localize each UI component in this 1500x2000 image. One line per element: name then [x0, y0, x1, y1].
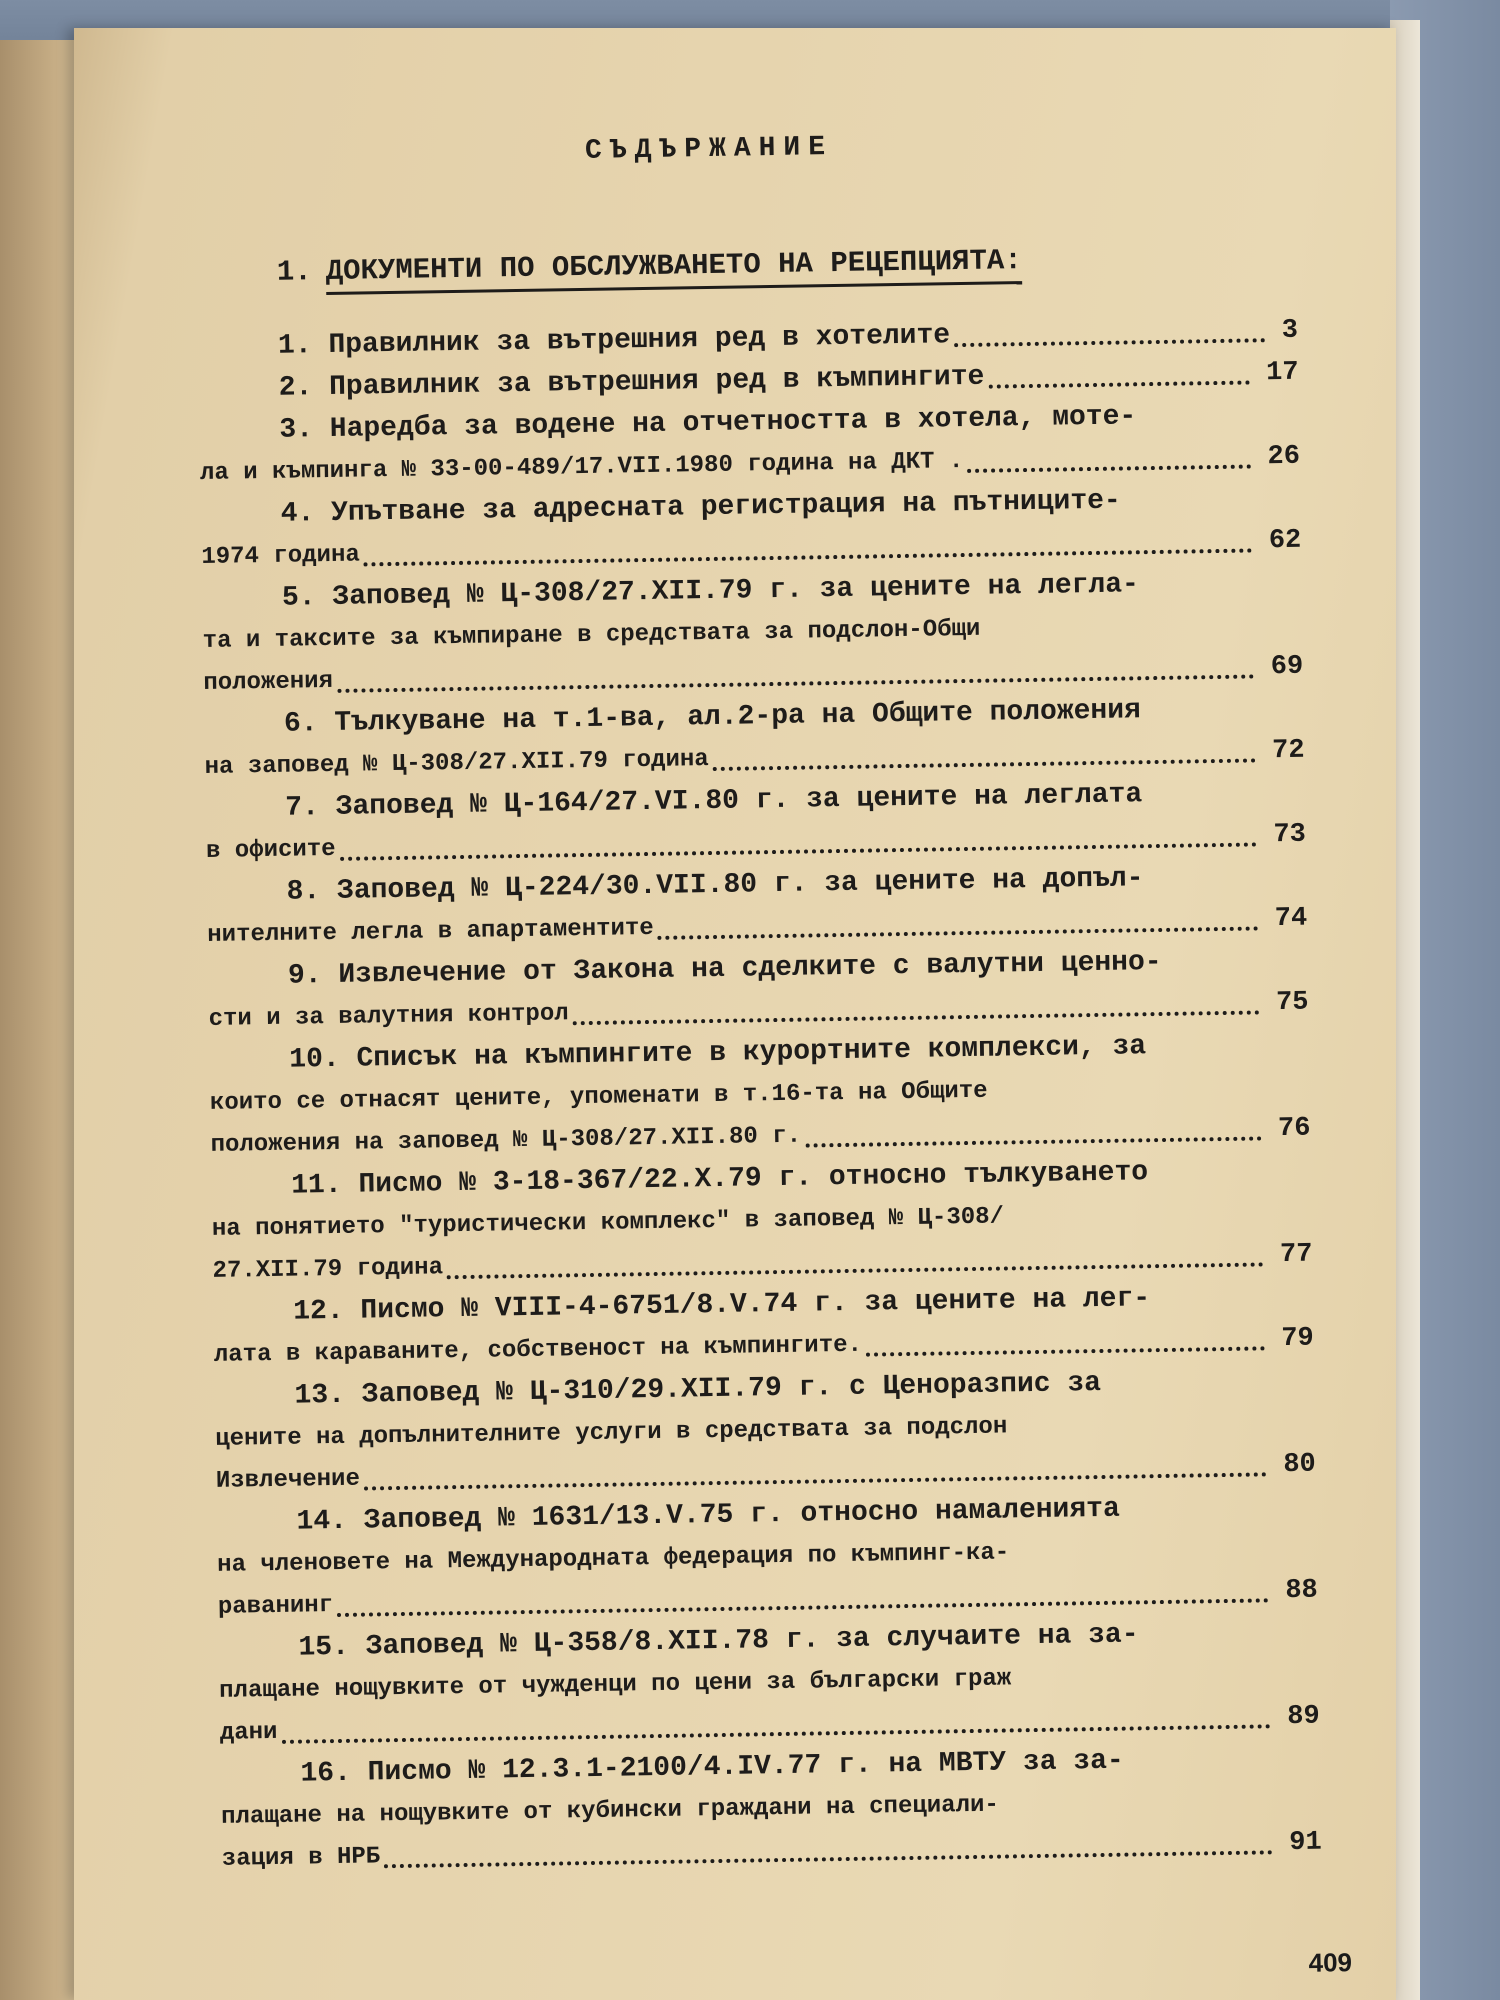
- toc-page-number: 76: [1277, 1113, 1311, 1145]
- dot-leader: [573, 996, 1260, 1025]
- toc-entry: [218, 1611, 1350, 1755]
- toc-page-number: 91: [1289, 1827, 1322, 1859]
- book-page: [74, 28, 1396, 2000]
- toc-entry: [214, 1359, 1346, 1503]
- toc-entry-text: та и таксите за къмпиране в средствата за подслон-Общи: [202, 615, 981, 655]
- toc-entry-text: положения на заповед № Ц-308/27.XII.80 г.: [210, 1122, 802, 1159]
- dot-leader: [967, 451, 1251, 473]
- toc-entry-text: 10. Списък на къмпингите в курортните комплекси, за: [289, 1031, 1147, 1076]
- toc-entry-text: 3. Наредба за водене на отчетността в хотела, моте-: [279, 401, 1137, 446]
- toc-page-number: 17: [1265, 357, 1299, 389]
- dot-leader: [988, 367, 1249, 389]
- toc-page-number: 74: [1274, 903, 1308, 935]
- toc-entry-text: плащане нощувките от чужденци по цени за български граж: [218, 1665, 1012, 1705]
- toc-page-number: 26: [1267, 441, 1301, 473]
- toc-entry-text: 12. Писмо № VIII-4-6751/8.V.74 г. за цените на лег-: [293, 1283, 1151, 1328]
- toc-entry-text: 1. Правилник за вътрешния ред в хотелите: [277, 320, 951, 362]
- toc-entry-text: които се отнасят цените, упоменати в т.16-та на Общите: [209, 1077, 988, 1117]
- toc-entry-text: на заповед № Ц-308/27.XII.79 година: [204, 746, 709, 781]
- toc-page-number: 75: [1275, 987, 1309, 1019]
- toc-entry-text: 8. Заповед № Ц-224/30.VII.80 г. за цените на допъл-: [286, 863, 1144, 908]
- toc-page-number: 88: [1285, 1575, 1318, 1607]
- toc-entry: [202, 561, 1334, 705]
- toc-entry-text: 2. Правилник за вътрешния ред в къмпингите: [278, 361, 985, 404]
- dot-leader: [713, 744, 1256, 771]
- toc-entry-text: зация в НРБ: [221, 1843, 381, 1873]
- toc-list: [198, 309, 1352, 1881]
- dot-leader: [340, 828, 1257, 860]
- toc-entry-text: положения: [203, 667, 334, 697]
- dot-leader: [337, 1584, 1268, 1617]
- toc-entry-text: 11. Писмо № 3-18-367/22.X.79 г. относно тълкуването: [291, 1157, 1149, 1202]
- dot-leader: [364, 534, 1252, 566]
- toc-entry-text: раванинг: [217, 1592, 334, 1621]
- toc-entry-text: 5. Заповед № Ц-308/27.XII.79 г. за цените на легла-: [281, 569, 1140, 614]
- dot-leader: [954, 324, 1265, 347]
- toc-page-number: 89: [1287, 1701, 1320, 1733]
- toc-entry: [209, 1023, 1341, 1167]
- toc-entry-text: 16. Писмо № 12.3.1-2100/4.IV.77 г. на МВТУ за за-: [300, 1745, 1124, 1790]
- toc-entry-text: 13. Заповед № Ц-310/29.XII.79 г. с Ценоразпис за: [294, 1367, 1102, 1412]
- toc-entry-text: ла и къмпинга № 33-00-489/17.VII.1980 година на ДКТ .: [199, 448, 964, 488]
- toc-entry-text: 6. Тълкуване на т.1-ва, ал.2-ра на Общите положения: [283, 695, 1142, 740]
- section-number: 1.: [276, 255, 312, 289]
- toc-page-number: 69: [1270, 651, 1304, 683]
- toc-entry-text: в офисите: [205, 835, 336, 865]
- toc-entry-text: плащане на нощувките от кубински граждани на специали-: [220, 1791, 1000, 1831]
- toc-page-number: 73: [1273, 819, 1307, 851]
- toc-page-number: 77: [1279, 1239, 1313, 1271]
- dot-leader: [447, 1248, 1263, 1279]
- toc-page-number: 62: [1268, 525, 1302, 557]
- dot-leader: [337, 660, 1254, 692]
- dot-leader: [281, 1710, 1270, 1744]
- dot-leader: [866, 1332, 1265, 1356]
- toc-entry-text: нителните легла в апартаментите: [207, 914, 654, 949]
- section-heading: [277, 244, 1022, 296]
- toc-page-number: 80: [1283, 1449, 1317, 1481]
- page-title: СЪДЪРЖАНИЕ: [584, 132, 834, 167]
- toc-entry-text: дани: [219, 1718, 278, 1747]
- toc-entry-text: Извлечение: [215, 1465, 361, 1495]
- page-content: [134, 69, 1353, 1978]
- toc-entry-text: лата в караваните, собственост на къмпингите.: [213, 1331, 863, 1369]
- toc-entry-text: цените на допълнителните услуги в средствата за подслон: [215, 1413, 1008, 1453]
- toc-page-number: 79: [1281, 1323, 1315, 1355]
- toc-entry-text: 4. Упътване за адресната регистрация на пътниците-: [280, 485, 1121, 530]
- page-number: 409: [1308, 1947, 1353, 1978]
- toc-entry-text: на членовете на Международната федерация по къмпинг-ка-: [217, 1539, 1010, 1579]
- toc-page-number: 3: [1281, 315, 1299, 346]
- page-stack-edge: [0, 40, 80, 2000]
- section-title: ДОКУМЕНТИ ПО ОБСЛУЖВАНЕТО НА РЕЦЕПЦИЯТА:: [325, 244, 1022, 295]
- toc-entry-text: 14. Заповед № 1631/13.V.75 г. относно намаленията: [296, 1493, 1121, 1538]
- toc-entry: [216, 1485, 1348, 1629]
- toc-entry-text: сти и за валутния контрол: [208, 1000, 569, 1033]
- toc-entry-text: на понятието "туристически комплекс" в заповед № Ц-308/: [211, 1203, 1005, 1243]
- dot-leader: [658, 912, 1258, 939]
- dot-leader: [805, 1122, 1261, 1147]
- toc-entry-text: 15. Заповед № Ц-358/8.XII.78 г. за случаите на за-: [298, 1619, 1139, 1664]
- dot-leader: [364, 1458, 1267, 1490]
- toc-entry: [211, 1149, 1343, 1293]
- toc-entry-text: 9. Извлечение от Закона на сделките с валутни ценно-: [287, 946, 1162, 992]
- toc-entry-text: 7. Заповед № Ц-164/27.VI.80 г. за цените на леглата: [285, 779, 1143, 824]
- toc-entry-text: 27.XII.79 година: [212, 1254, 444, 1285]
- dot-leader: [384, 1836, 1272, 1868]
- toc-page-number: 72: [1271, 735, 1305, 767]
- toc-entry: [220, 1737, 1352, 1881]
- toc-entry-text: 1974 година: [201, 541, 361, 571]
